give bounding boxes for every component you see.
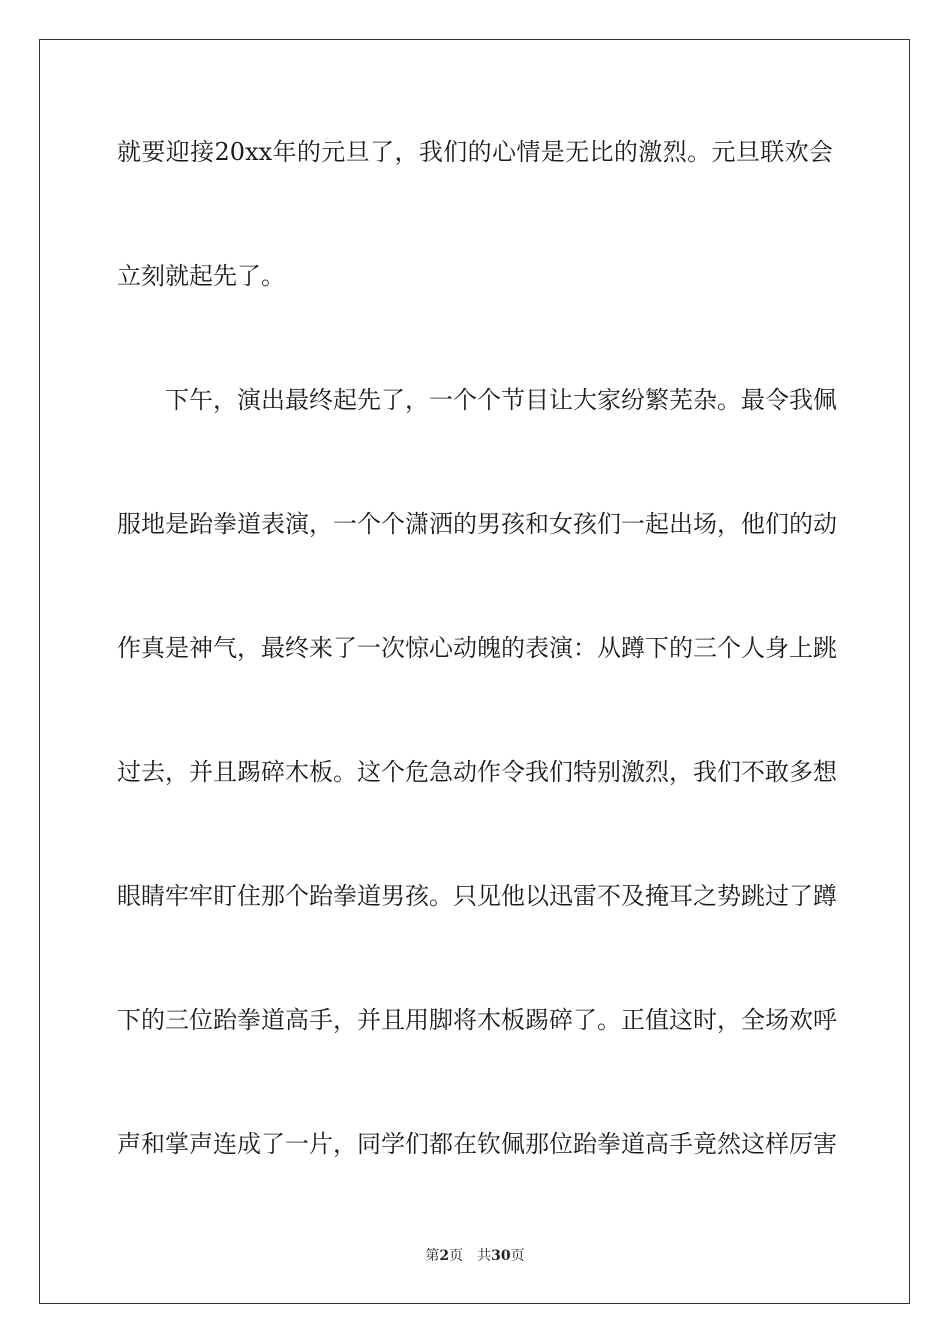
paragraph-line: 作真是神气，最终来了一次惊心动魄的表演：从蹲下的三个人身上跳 [117,634,837,662]
paragraph-line: 就要迎接20xx年的元旦了，我们的心情是无比的激烈。元旦联欢会 [117,138,833,166]
page-number: 2 [439,1248,450,1264]
total-prefix: 共 [477,1248,492,1264]
paragraph-line: 立刻就起先了。 [117,262,285,290]
paragraph-line: 下午，演出最终起先了，一个个节目让大家纷繁芜杂。最令我佩 [165,386,837,414]
page-footer [0,1247,950,1265]
paragraph-line: 眼睛牢牢盯住那个跆拳道男孩。只见他以迅雷不及掩耳之势跳过了蹲 [117,882,837,910]
paragraph-line: 下的三位跆拳道高手，并且用脚将木板踢碎了。正值这时，全场欢呼 [117,1006,837,1034]
paragraph-line: 过去，并且踢碎木板。这个危急动作令我们特别激烈，我们不敢多想 [117,758,837,786]
page-prefix: 第 [425,1248,440,1264]
page-suffix: 页 [449,1248,464,1264]
paragraph-line: 声和掌声连成了一片，同学们都在钦佩那位跆拳道高手竟然这样厉害 [117,1130,837,1158]
paragraph-line: 服地是跆拳道表演，一个个潇洒的男孩和女孩们一起出场，他们的动 [117,510,837,538]
page-border [39,39,910,1304]
total-suffix: 页 [510,1248,525,1264]
total-pages: 30 [491,1248,511,1264]
